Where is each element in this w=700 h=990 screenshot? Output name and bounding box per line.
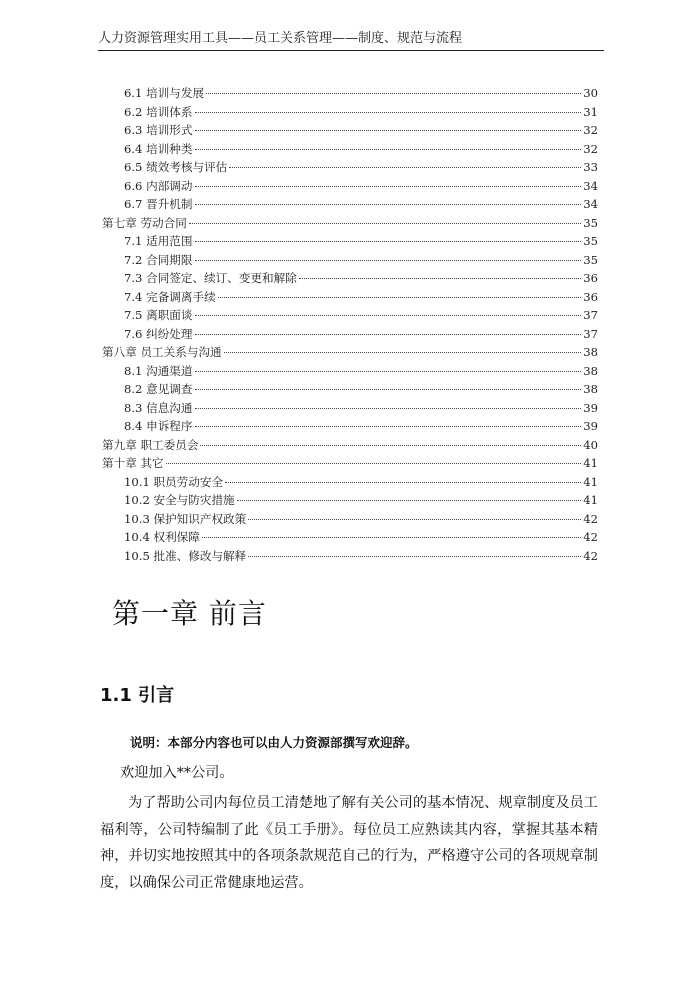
toc-entry-title: 7.1 适用范围	[124, 234, 193, 248]
toc-leader-dots	[195, 111, 582, 113]
toc-entry-title: 6.5 绩效考核与评估	[124, 160, 228, 174]
toc-entry-page: 42	[583, 511, 598, 526]
toc-leader-dots	[195, 425, 582, 427]
toc-entry-page: 41	[583, 456, 598, 470]
toc-entry-page: 39	[583, 419, 598, 433]
toc-entry[interactable]	[102, 491, 598, 510]
toc-entry[interactable]	[102, 306, 598, 325]
toc-entry-page: 34	[583, 178, 598, 193]
toc-entry-title: 第八章 员工关系与沟通	[102, 345, 222, 359]
toc-entry-title: 8.2 意见调查	[124, 382, 193, 396]
toc-leader-dots	[195, 259, 582, 261]
toc-leader-dots	[202, 536, 581, 538]
toc-entry[interactable]	[102, 417, 598, 436]
toc-leader-dots	[195, 370, 582, 372]
toc-entry[interactable]	[102, 103, 598, 122]
toc-entry[interactable]	[102, 158, 598, 177]
toc-leader-dots	[166, 462, 582, 464]
toc-entry-title: 6.4 培训种类	[124, 141, 193, 156]
toc-entry-title: 7.2 合同期限	[124, 252, 193, 267]
toc-entry[interactable]	[102, 177, 598, 196]
section-heading: 1.1 引言	[100, 685, 175, 706]
toc-entry[interactable]	[102, 195, 598, 214]
toc-entry[interactable]	[102, 362, 598, 381]
page-header	[98, 30, 604, 51]
toc-entry-page: 38	[583, 382, 598, 396]
toc-entry-page: 42	[583, 530, 598, 544]
toc-entry-title: 7.6 纠纷处理	[124, 326, 193, 341]
toc-entry-title: 10.4 权利保障	[124, 530, 200, 544]
toc-leader-dots	[299, 277, 581, 279]
toc-entry-title: 10.3 保护知识产权政策	[124, 511, 247, 526]
toc-leader-dots	[229, 166, 581, 168]
toc-entry-page: 32	[583, 123, 598, 137]
toc-entry-title: 10.5 批准、修改与解释	[124, 548, 247, 563]
toc-entry-title: 第七章 劳动合同	[102, 215, 187, 230]
toc-leader-dots	[225, 481, 581, 483]
editor-note: 说明：本部分内容也可以由人力资源部撰写欢迎辞。	[130, 735, 418, 750]
toc-leader-dots	[248, 555, 581, 557]
toc-leader-dots	[195, 388, 582, 390]
toc-entry-title: 8.1 沟通渠道	[124, 363, 193, 378]
toc-entry[interactable]	[102, 232, 598, 251]
toc-entry-page: 41	[583, 493, 598, 507]
toc-entry[interactable]	[102, 325, 598, 344]
toc-entry-title: 10.1 职员劳动安全	[124, 474, 224, 489]
toc-entry-page: 34	[583, 197, 598, 211]
toc-leader-dots	[195, 148, 582, 150]
toc-leader-dots	[206, 92, 581, 94]
toc-entry-page: 37	[583, 308, 598, 322]
toc-entry[interactable]	[102, 380, 598, 399]
toc-entry-page: 36	[583, 271, 598, 285]
toc-leader-dots	[224, 351, 582, 353]
toc-entry[interactable]	[102, 510, 598, 529]
toc-entry[interactable]	[102, 528, 598, 547]
toc-leader-dots	[195, 240, 582, 242]
toc-leader-dots	[195, 185, 582, 187]
toc-entry[interactable]	[102, 288, 598, 307]
toc-entry-page: 37	[583, 326, 598, 341]
toc-entry[interactable]	[102, 84, 598, 103]
toc-entry-title: 第九章 职工委员会	[102, 437, 199, 452]
toc-leader-dots	[195, 314, 582, 316]
toc-chapter-entry[interactable]	[102, 343, 598, 362]
toc-leader-dots	[218, 296, 582, 298]
body-paragraph: 为了帮助公司内每位员工清楚地了解有关公司的基本情况、规章制度及员工福利等，公司特编制了此《员工手册》。每位员工应熟读其内容，掌握其基本精神，并切实地按照其中的各项条款规范自己的行为，严格遵守公司的各项规章制度，以确保公司正常健康地运营。	[100, 795, 598, 891]
toc-leader-dots	[195, 129, 582, 131]
toc-entry-title: 6.6 内部调动	[124, 178, 193, 193]
toc-leader-dots	[195, 407, 582, 409]
toc-entry[interactable]	[102, 547, 598, 566]
toc-entry-page: 30	[583, 86, 598, 100]
toc-entry[interactable]	[102, 399, 598, 418]
toc-entry-page: 38	[583, 363, 598, 378]
toc-entry-title: 6.7 晋升机制	[124, 197, 193, 211]
toc-entry-page: 38	[583, 345, 598, 359]
toc-entry-page: 35	[583, 252, 598, 267]
toc-entry-title: 6.2 培训体系	[124, 104, 193, 119]
toc-entry-page: 31	[583, 104, 598, 119]
toc-leader-dots	[195, 203, 582, 205]
toc-entry-title: 第十章 其它	[102, 456, 164, 470]
toc-entry[interactable]	[102, 269, 598, 288]
toc-entry-page: 36	[583, 289, 598, 304]
toc-entry-page: 32	[583, 141, 598, 156]
toc-entry-page: 40	[583, 437, 598, 452]
toc-entry-page: 42	[583, 548, 598, 563]
toc-entry-page: 35	[583, 215, 598, 230]
toc-entry-page: 41	[583, 474, 598, 489]
table-of-contents	[102, 84, 598, 565]
toc-entry-title: 8.3 信息沟通	[124, 400, 193, 415]
toc-leader-dots	[200, 444, 581, 446]
toc-entry[interactable]	[102, 140, 598, 159]
toc-chapter-entry[interactable]	[102, 436, 598, 455]
header-title: 人力资源管理实用工具——员工关系管理——制度、规范与流程	[98, 31, 463, 46]
toc-entry-title: 6.3 培训形式	[124, 123, 193, 137]
toc-chapter-entry[interactable]	[102, 454, 598, 473]
toc-leader-dots	[248, 518, 581, 520]
toc-entry-title: 6.1 培训与发展	[124, 86, 205, 100]
toc-chapter-entry[interactable]	[102, 214, 598, 233]
toc-entry-page: 35	[583, 234, 598, 248]
toc-entry[interactable]	[102, 473, 598, 492]
toc-leader-dots	[189, 222, 581, 224]
toc-leader-dots	[195, 333, 582, 335]
toc-entry[interactable]	[102, 121, 598, 140]
welcome-paragraph: 欢迎加入**公司。	[120, 765, 234, 781]
toc-entry-page: 33	[583, 160, 598, 174]
toc-entry-title: 8.4 申诉程序	[124, 419, 193, 433]
toc-entry[interactable]	[102, 251, 598, 270]
toc-entry-title: 7.3 合同签定、续订、变更和解除	[124, 271, 297, 285]
toc-entry-title: 10.2 安全与防灾措施	[124, 493, 235, 507]
toc-entry-page: 39	[583, 400, 598, 415]
chapter-heading: 第一章 前言	[112, 597, 267, 630]
toc-leader-dots	[237, 499, 582, 501]
toc-entry-title: 7.5 离职面谈	[124, 308, 193, 322]
toc-entry-title: 7.4 完备调离手续	[124, 289, 216, 304]
